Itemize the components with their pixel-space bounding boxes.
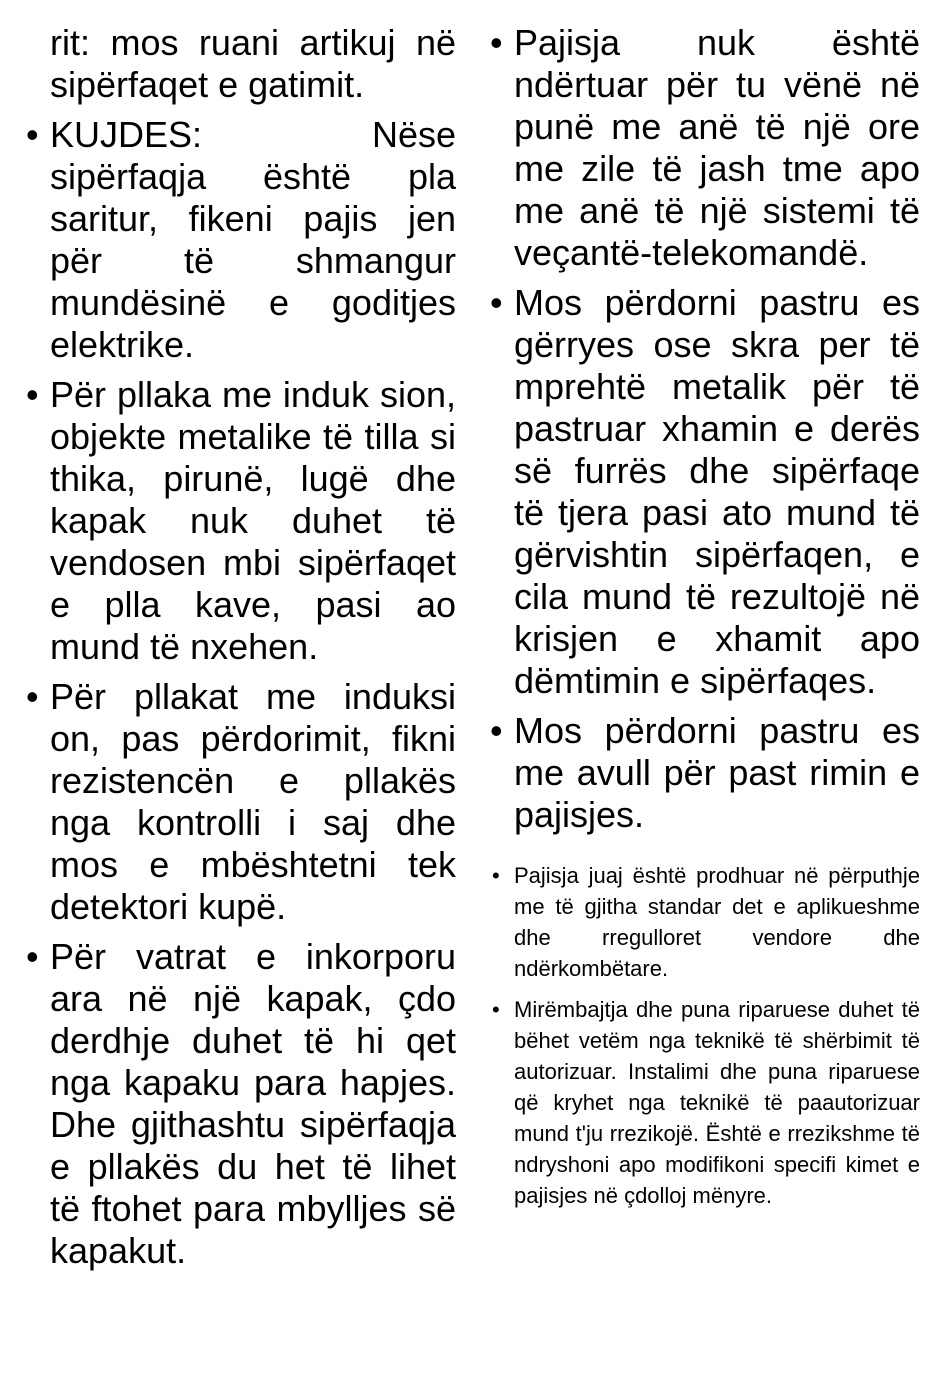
- list-item: [22, 936, 456, 1272]
- list-item: [486, 282, 920, 702]
- bullet-icon: •: [26, 374, 39, 415]
- list-item-text: Mos përdorni pastru es me avull për past rimin e pajisjes.: [514, 710, 920, 835]
- bullet-icon: •: [26, 114, 39, 155]
- list-item-text: Për pllakat me induksi on, pas përdorimit, fikni rezistencën e pllakës nga kontrolli i saj dhe mos e mbështetni tek detektori kupë.: [50, 676, 456, 927]
- list-item-text: Për pllaka me induk sion, objekte metalike të tilla si thika, pirunë, lugë dhe kapak nuk duhet të vendosen mbi sipërfaqet e plla kave, pasi ao mund të nxehen.: [50, 374, 456, 667]
- small-list-item: [486, 994, 920, 1211]
- small-list-item: [486, 860, 920, 984]
- list-item-text: KUJDES: Nëse sipërfaqja është pla saritur, fikeni pajis jen për të shmangur mundësinë e goditjes elektrike.: [50, 114, 456, 365]
- bullet-icon: •: [490, 282, 503, 323]
- bullet-icon: •: [492, 863, 500, 888]
- list-item: [22, 374, 456, 668]
- list-item: [22, 114, 456, 366]
- list-item-text: Mirëmbajtja dhe puna riparuese duhet të bëhet vetëm nga teknikë të shërbimit të autorizuar. Instalimi dhe puna riparuese që kryhet nga teknikë të paautorizuar mund t'ju rrezikojë. Është e rrezikshme të ndryshoni apo modifikoni specifi kimet e pajisjes në çdolloj mënyre.: [514, 997, 920, 1208]
- bullet-icon: •: [492, 997, 500, 1022]
- list-item: [486, 710, 920, 836]
- bullet-icon: •: [26, 936, 39, 977]
- bullet-icon: •: [26, 676, 39, 717]
- spacer: [486, 844, 920, 860]
- right-column: [486, 22, 920, 1221]
- list-item-text: Mos përdorni pastru es gërryes ose skra per të mprehtë metalik për të pastruar xhamin e derës së furrës dhe sipërfaqe të tjera pasi ato mund të gërvishtin sipërfaqen, e cila mund të rezultojë në krisjen e xhamit apo dëmtimin e sipërfaqes.: [514, 282, 920, 701]
- bullet-icon: •: [490, 710, 503, 751]
- bullet-icon: •: [490, 22, 503, 63]
- continued-paragraph: [22, 22, 456, 106]
- list-item: [486, 22, 920, 274]
- paragraph-text: rit: mos ruani artikuj në sipërfaqet e gatimit.: [50, 22, 456, 105]
- left-column: [22, 22, 456, 1280]
- list-item: [22, 676, 456, 928]
- list-item-text: Pajisja nuk është ndërtuar për tu vënë në punë me anë të një ore me zile të jash tme apo me anë të një sistemi të veçantë-telekomandë.: [514, 22, 920, 273]
- list-item-text: Pajisja juaj është prodhuar në përputhje me të gjitha standar det e aplikueshme dhe rregulloret vendore dhe ndërkombëtare.: [514, 863, 920, 981]
- list-item-text: Për vatrat e inkorporu ara në një kapak, çdo derdhje duhet të hi qet nga kapaku para hapjes. Dhe gjithashtu sipërfaqja e pllakës du het të lihet të ftohet para mbylljes së kapakut.: [50, 936, 456, 1271]
